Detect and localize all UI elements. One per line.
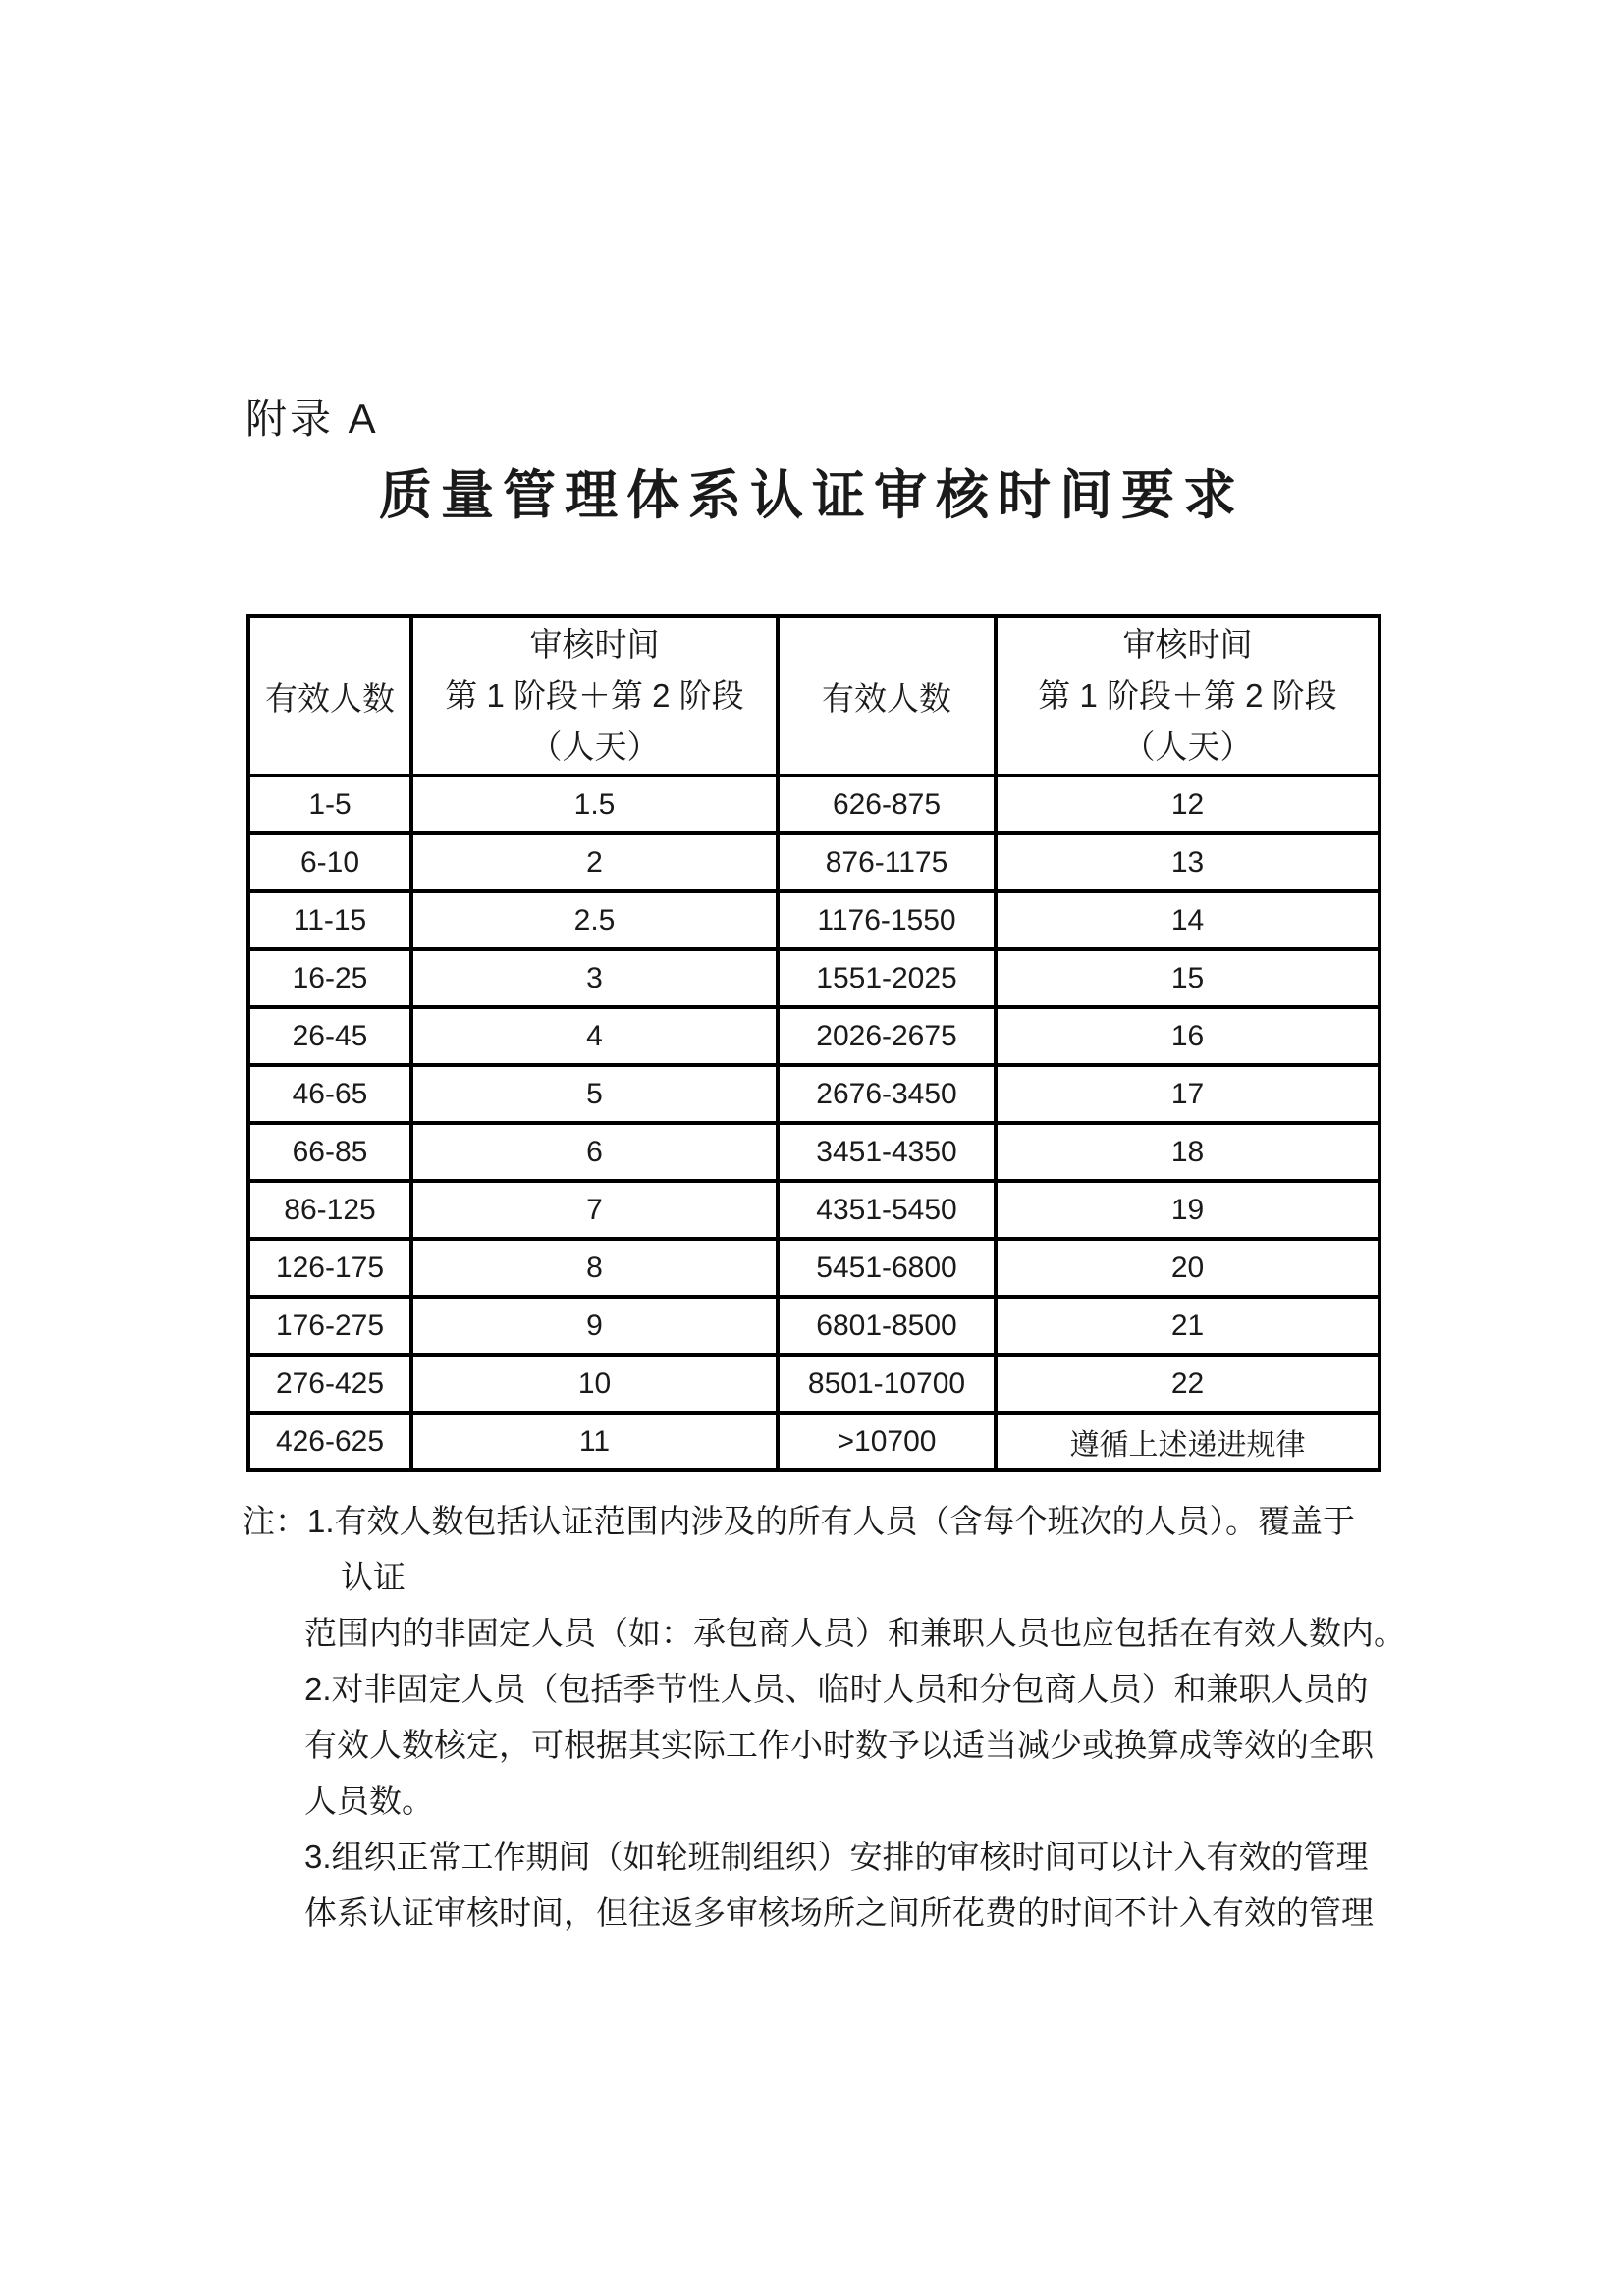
table-row [248, 891, 1380, 949]
table-cell: 876-1175 [778, 833, 996, 891]
table-cell: 1.5 [411, 775, 778, 833]
table-cell: 12 [996, 775, 1380, 833]
table-cell: 8501-10700 [778, 1355, 996, 1413]
table-row [248, 949, 1380, 1007]
table-row [248, 775, 1380, 833]
table-cell: 1176-1550 [778, 891, 996, 949]
header-audit-time-left-line2: 第 1 阶段＋第 2 阶段 [445, 677, 744, 714]
table-cell: 11 [411, 1413, 778, 1470]
header-audit-time-right-line2: 第 1 阶段＋第 2 阶段 [1038, 677, 1337, 714]
note-line: 认证 [341, 1559, 406, 1595]
header-audit-time-left-line1: 审核时间 [529, 626, 660, 663]
table-cell: 22 [996, 1355, 1380, 1413]
table-cell: 626-875 [778, 775, 996, 833]
table-cell: 6-10 [248, 833, 411, 891]
table-cell: 26-45 [248, 1007, 411, 1065]
header-audit-time-right [996, 616, 1380, 775]
header-effective-headcount-right: 有效人数 [778, 616, 996, 775]
table-cell: 176-275 [248, 1297, 411, 1355]
table-cell: 2676-3450 [778, 1065, 996, 1123]
note-line: 范围内的非固定人员（如：承包商人员）和兼职人员也应包括在有效人数内。 [304, 1615, 1406, 1651]
note-line: 有效人数核定，可根据其实际工作小时数予以适当减少或换算成等效的全职 [304, 1727, 1374, 1763]
note-line: 2.对非固定人员（包括季节性人员、临时人员和分包商人员）和兼职人员的 [304, 1671, 1369, 1707]
table-cell: 13 [996, 833, 1380, 891]
table-row [248, 1123, 1380, 1181]
table-cell: 6 [411, 1123, 778, 1181]
table-cell: 16-25 [248, 949, 411, 1007]
table-row [248, 1181, 1380, 1239]
table-header-row [248, 616, 1380, 775]
table-cell: 2.5 [411, 891, 778, 949]
table-cell: 1551-2025 [778, 949, 996, 1007]
table-cell: 3 [411, 949, 778, 1007]
table-cell: 遵循上述递进规律 [996, 1413, 1380, 1470]
table-row [248, 1239, 1380, 1297]
header-effective-headcount-left: 有效人数 [248, 616, 411, 775]
table-cell: 2026-2675 [778, 1007, 996, 1065]
table-cell: 14 [996, 891, 1380, 949]
table-cell: 5451-6800 [778, 1239, 996, 1297]
table-cell: 126-175 [248, 1239, 411, 1297]
table-cell: 6801-8500 [778, 1297, 996, 1355]
table-cell: 11-15 [248, 891, 411, 949]
table-cell: 46-65 [248, 1065, 411, 1123]
table-cell: 3451-4350 [778, 1123, 996, 1181]
table-cell: 276-425 [248, 1355, 411, 1413]
document-title: 质量管理体系认证审核时间要求 [379, 466, 1245, 525]
table-cell: 426-625 [248, 1413, 411, 1470]
header-audit-time-right-line3: （人天） [1122, 728, 1253, 765]
table-cell: 1-5 [248, 775, 411, 833]
table-cell: 7 [411, 1181, 778, 1239]
table-cell: 4 [411, 1007, 778, 1065]
note-line: 体系认证审核时间，但往返多审核场所之间所花费的时间不计入有效的管理 [304, 1895, 1374, 1931]
table-cell: 18 [996, 1123, 1380, 1181]
note-line: 注：1.有效人数包括认证范围内涉及的所有人员（含每个班次的人员）。覆盖于 [243, 1503, 1356, 1539]
table-cell: 10 [411, 1355, 778, 1413]
table-cell: 5 [411, 1065, 778, 1123]
notes-block [243, 1493, 1406, 1941]
table-cell: 8 [411, 1239, 778, 1297]
table-row [248, 1355, 1380, 1413]
header-audit-time-left [411, 616, 778, 775]
table-cell: 20 [996, 1239, 1380, 1297]
table-cell: 2 [411, 833, 778, 891]
note-line: 人员数。 [304, 1783, 434, 1819]
table-cell: 21 [996, 1297, 1380, 1355]
table-row [248, 833, 1380, 891]
note-line: 3.组织正常工作期间（如轮班制组织）安排的审核时间可以计入有效的管理 [304, 1839, 1369, 1875]
table-cell: 4351-5450 [778, 1181, 996, 1239]
appendix-label: 附录 A [245, 396, 379, 442]
table-row [248, 1413, 1380, 1470]
table-cell: 15 [996, 949, 1380, 1007]
table-cell: 66-85 [248, 1123, 411, 1181]
table-cell: >10700 [778, 1413, 996, 1470]
table-row [248, 1297, 1380, 1355]
table-cell: 19 [996, 1181, 1380, 1239]
table-cell: 86-125 [248, 1181, 411, 1239]
header-audit-time-left-line3: （人天） [529, 728, 660, 765]
audit-time-table [246, 614, 1381, 1472]
table-cell: 17 [996, 1065, 1380, 1123]
header-audit-time-right-line1: 审核时间 [1122, 626, 1253, 663]
table-cell: 16 [996, 1007, 1380, 1065]
table-cell: 9 [411, 1297, 778, 1355]
table-row [248, 1065, 1380, 1123]
table-row [248, 1007, 1380, 1065]
